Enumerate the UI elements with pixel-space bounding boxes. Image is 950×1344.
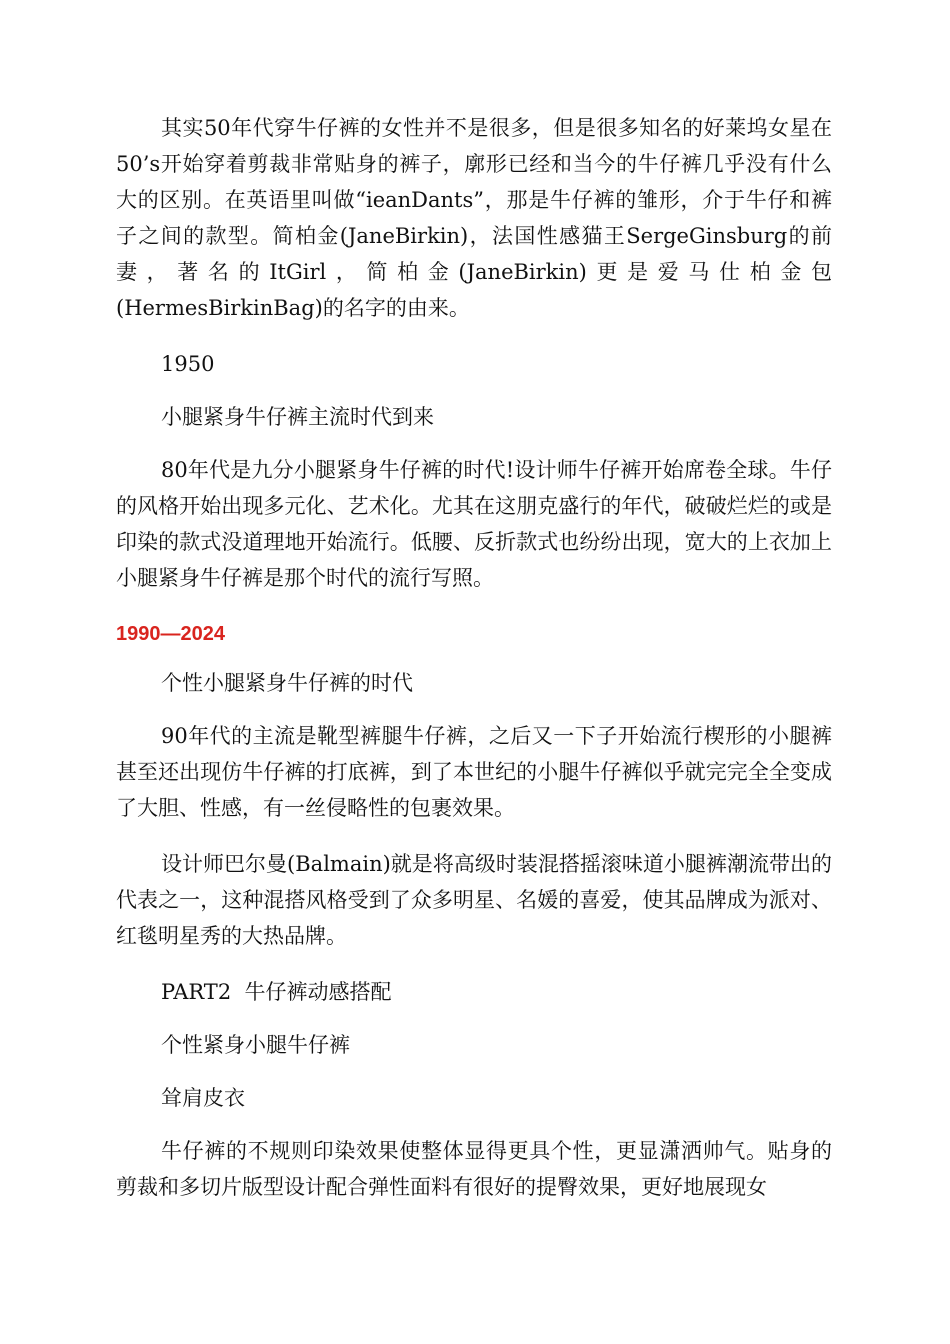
year-label-1950: 1950 <box>161 352 215 376</box>
part2-heading: PART2 牛仔裤动感搭配 <box>161 980 392 1004</box>
paragraph-fifties-jeans: 其实50年代穿牛仔裤的女性并不是很多，但是很多知名的好莱坞女星在50’s开始穿着剪裁非常贴身的裤子，廓形已经和当今的牛仔裤几乎没有什么大的区别。在英语里叫做“ieanDants”，那是牛仔裤的雏形，介于牛仔和裤子之间的款型。简柏金(JaneBirkin)，法国性感猫王SergeGinsburg的前妻，著名的ItGirl，简柏金(JaneBirkin)更是爱马仕柏金包(HermesBirkinBag)的名字的由来。 <box>116 116 832 320</box>
subheading-leather-jacket: 耸肩皮衣 <box>161 1086 245 1110</box>
article-body <box>116 110 832 1205</box>
paragraph-nineties-jeans: 90年代的主流是靴型裤腿牛仔裤，之后又一下子开始流行楔形的小腿裤甚至还出现仿牛仔裤的打底裤，到了本世纪的小腿牛仔裤似乎就完完全全变成了大胆、性感，有一丝侵略性的包裹效果。 <box>116 724 832 820</box>
red-section-heading-1990-2024: 1990—2024 <box>116 623 225 645</box>
section-heading-skinny-era: 小腿紧身牛仔裤主流时代到来 <box>161 405 434 429</box>
paragraph-eighties-jeans: 80年代是九分小腿紧身牛仔裤的时代!设计师牛仔裤开始席卷全球。牛仔的风格开始出现多元化、艺术化。尤其在这朋克盛行的年代，破破烂烂的或是印染的款式没道理地开始流行。低腰、反折款式也纷纷出现，宽大的上衣加上小腿紧身牛仔裤是那个时代的流行写照。 <box>116 458 832 590</box>
section-heading-personality-era: 个性小腿紧身牛仔裤的时代 <box>161 671 413 695</box>
paragraph-balmain: 设计师巴尔曼(Balmain)就是将高级时装混搭摇滚味道小腿裤潮流带出的代表之一，这种混搭风格受到了众多明星、名媛的喜爱，使其品牌成为派对、红毯明星秀的大热品牌。 <box>116 852 832 948</box>
paragraph-print-effect: 牛仔裤的不规则印染效果使整体显得更具个性，更显潇洒帅气。贴身的剪裁和多切片版型设计配合弹性面料有很好的提臀效果，更好地展现女 <box>116 1139 832 1199</box>
subheading-skinny-jeans: 个性紧身小腿牛仔裤 <box>161 1033 350 1057</box>
